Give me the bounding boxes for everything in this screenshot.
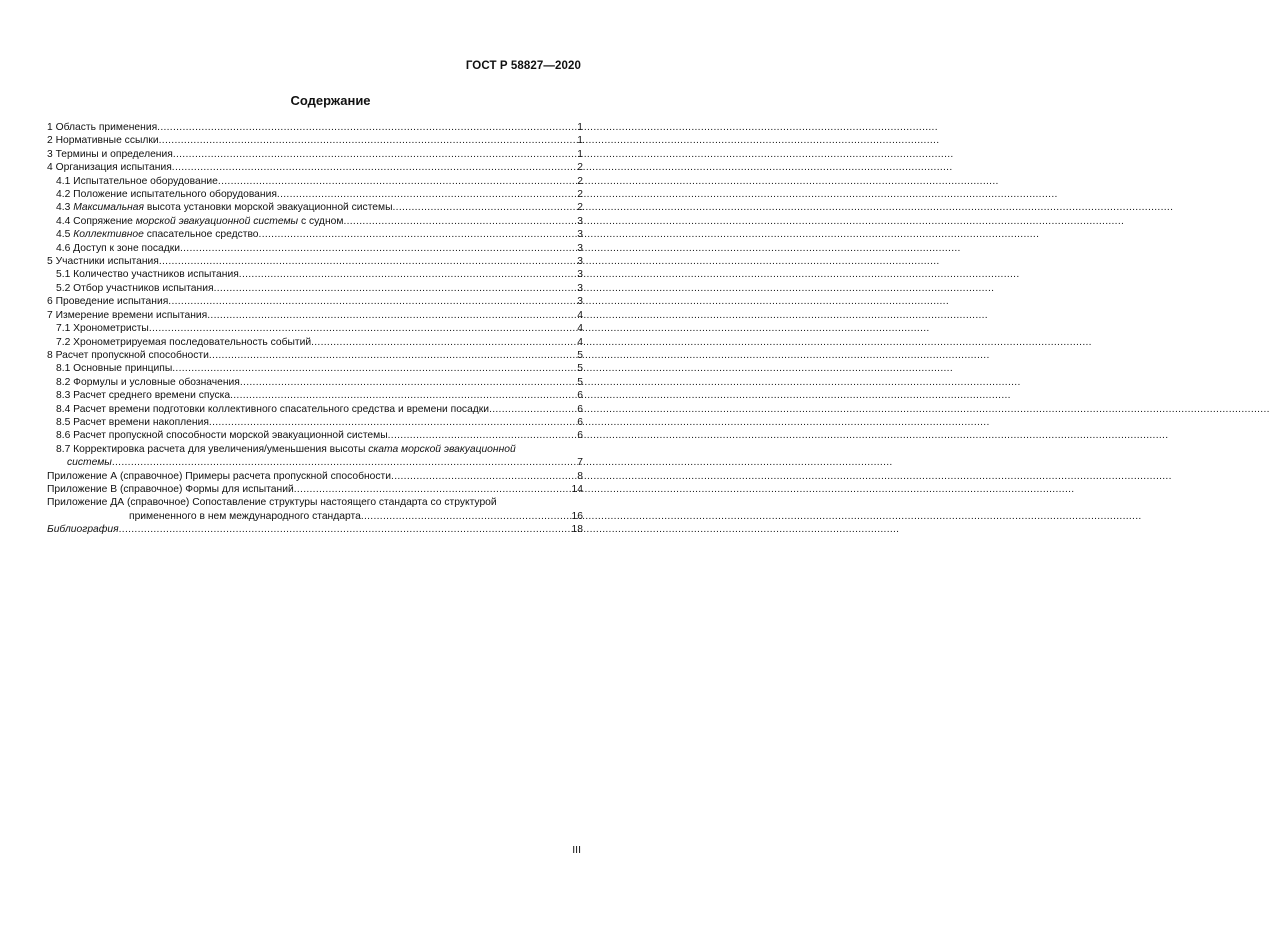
toc-entry-text: 1 Область применения <box>47 122 158 133</box>
toc-entry-page: 6 <box>577 430 583 442</box>
toc-entry-page: 7 <box>577 457 583 469</box>
toc-entry-text: 8.7 Корректировка расчета для увеличения/уменьшения высоты ската морской эвакуационной <box>56 443 516 455</box>
toc-entry-multiline[interactable] <box>47 443 583 470</box>
toc-entry-page: 6 <box>577 390 583 402</box>
toc-entry-page: 3 <box>577 296 583 308</box>
toc-entry-page: 18 <box>571 524 583 536</box>
toc-entry-text: Приложение А (справочное) Примеры расчета пропускной способности <box>47 470 392 482</box>
toc-entry-text: 5 Участники испытания <box>47 256 159 268</box>
toc-entry-page: 4 <box>577 309 583 321</box>
toc-entry[interactable] <box>47 255 583 268</box>
toc-entry-page: 5 <box>577 349 583 361</box>
toc-entry-page: 8 <box>577 470 583 482</box>
toc-entry-page: 4 <box>577 323 583 335</box>
toc-entry-page: 1 <box>577 122 583 133</box>
toc-entry-text: 4.3 Максимальная высота установки морской эвакуационной системы <box>56 202 393 214</box>
toc-entry[interactable] <box>47 215 583 228</box>
toc-entry-page: 6 <box>577 403 583 415</box>
toc-entry[interactable] <box>47 282 583 295</box>
toc-entry-bibliography[interactable] <box>47 523 583 536</box>
toc-entry[interactable] <box>47 242 583 255</box>
toc-entry-text: 5.1 Количество участников испытания <box>56 269 239 281</box>
toc-entry-text: Приложение ДА (справочное) Сопоставление структуры настоящего стандарта со структурой <box>47 497 497 509</box>
toc-entry-text: 8.5 Расчет времени накопления <box>56 416 209 428</box>
toc-entry-text: 8.3 Расчет среднего времени спуска <box>56 390 231 402</box>
toc-entry-text-cont: примененного в нем международного стандарта <box>129 510 361 522</box>
toc-entry[interactable] <box>47 362 583 375</box>
toc-entry-text: 2 Нормативные ссылки <box>47 135 159 147</box>
toc-entry-text: 8 Расчет пропускной способности <box>47 349 209 361</box>
toc-entry-text: Библиография <box>47 524 119 536</box>
toc-entry-appendix-multiline[interactable] <box>47 496 583 523</box>
toc-entry-page: 3 <box>577 229 583 241</box>
page-title: Содержание <box>290 93 371 108</box>
toc-entry[interactable] <box>47 188 583 201</box>
toc-entry-text-cont: системы <box>67 457 112 469</box>
toc-entry-page: 2 <box>577 189 583 201</box>
toc-entry-page: 3 <box>577 282 583 294</box>
toc-entry-page: 5 <box>577 363 583 375</box>
toc-entry-page: 4 <box>577 336 583 348</box>
toc-entry-appendix[interactable] <box>47 470 583 483</box>
toc-entry[interactable] <box>47 175 583 188</box>
toc-entry-text: 7.2 Хронометрируемая последовательность событий <box>56 336 312 348</box>
toc-entry-page: 3 <box>577 215 583 227</box>
toc-entry-text: 3 Термины и определения <box>47 148 173 160</box>
table-of-contents <box>47 121 583 537</box>
toc-entry[interactable] <box>47 148 583 161</box>
toc-entry[interactable] <box>47 336 583 349</box>
toc-entry-text: 4.4 Сопряжение морской эвакуационной системы с судном <box>56 215 344 227</box>
toc-entry-page: 16 <box>571 510 583 522</box>
toc-entry[interactable] <box>47 389 583 402</box>
toc-entry-page: 3 <box>577 269 583 281</box>
toc-entry-text: 6 Проведение испытания <box>47 296 169 308</box>
toc-entry-appendix[interactable] <box>47 483 583 496</box>
toc-entry[interactable] <box>47 268 583 281</box>
toc-entry[interactable] <box>47 295 583 308</box>
toc-entry-text: 8.1 Основные принципы <box>56 363 173 375</box>
toc-entry-text: 8.4 Расчет времени подготовки коллективного спасательного средства и времени посадки <box>56 403 490 415</box>
toc-entry[interactable] <box>47 161 583 174</box>
toc-entry-text: 7.1 Хронометристы <box>56 323 149 335</box>
toc-entry-text: 4 Организация испытания <box>47 162 172 174</box>
toc-entry-page: 3 <box>577 256 583 268</box>
toc-entry-text: 8.2 Формулы и условные обозначения <box>56 376 240 388</box>
toc-entry-page: 3 <box>577 242 583 254</box>
toc-entry[interactable] <box>47 376 583 389</box>
toc-entry-text: 7 Измерение времени испытания <box>47 309 208 321</box>
toc-entry[interactable] <box>47 228 583 241</box>
toc-entry-page: 14 <box>571 483 583 495</box>
toc-entry[interactable] <box>47 309 583 322</box>
toc-entry-page: 6 <box>577 416 583 428</box>
toc-entry-page: 2 <box>577 162 583 174</box>
toc-entry-text: 4.6 Доступ к зоне посадки <box>56 242 180 254</box>
toc-entry[interactable] <box>47 349 583 362</box>
toc-entry-page: 2 <box>577 202 583 214</box>
toc-entry-text: 5.2 Отбор участников испытания <box>56 282 214 294</box>
toc-entry-text: 4.5 Коллективное спасательное средство <box>56 229 259 241</box>
toc-entry[interactable] <box>47 416 583 429</box>
toc-entry-page: 1 <box>577 148 583 160</box>
toc-entry[interactable] <box>47 201 583 214</box>
page-number: III <box>572 844 581 856</box>
toc-entry-page: 1 <box>577 135 583 147</box>
toc-entry-text: 4.1 Испытательное оборудование <box>56 175 218 187</box>
toc-entry-text: Приложение В (справочное) Формы для испытаний <box>47 483 294 495</box>
toc-entry-page: 2 <box>577 175 583 187</box>
toc-entry-text: 4.2 Положение испытательного оборудования <box>56 189 277 201</box>
toc-entry[interactable] <box>47 429 583 442</box>
toc-entry-page: 5 <box>577 376 583 388</box>
document-header: ГОСТ Р 58827—2020 <box>465 60 581 72</box>
toc-entry[interactable] <box>47 403 583 416</box>
toc-entry[interactable] <box>47 121 583 134</box>
toc-entry[interactable] <box>47 134 583 147</box>
toc-entry[interactable] <box>47 322 583 335</box>
toc-entry-text: 8.6 Расчет пропускной способности морской эвакуационной системы <box>56 430 388 442</box>
